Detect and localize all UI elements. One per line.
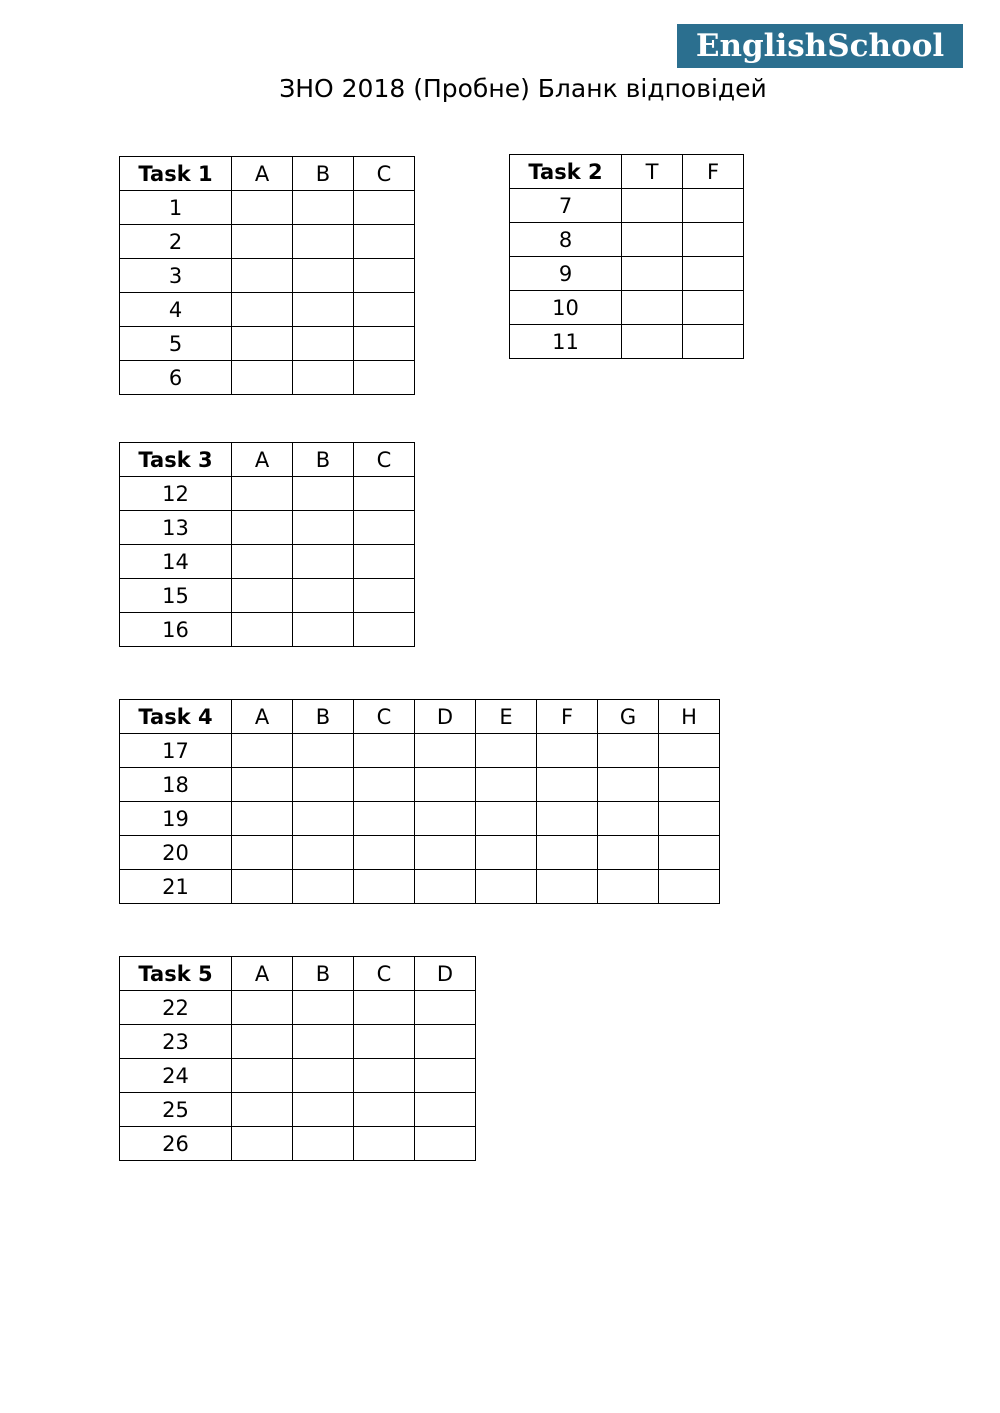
- answer-cell[interactable]: [537, 870, 598, 904]
- option-header: A: [232, 700, 293, 734]
- question-number: 24: [120, 1059, 232, 1093]
- answer-cell[interactable]: [598, 870, 659, 904]
- answer-cell[interactable]: [354, 991, 415, 1025]
- question-row: [120, 802, 720, 836]
- question-number: 26: [120, 1127, 232, 1161]
- question-row: [120, 768, 720, 802]
- task-5-table: [119, 956, 476, 1161]
- question-number: 5: [120, 327, 232, 361]
- answer-cell[interactable]: [598, 802, 659, 836]
- answer-cell[interactable]: [683, 257, 744, 291]
- question-row: [120, 991, 476, 1025]
- answer-cell[interactable]: [232, 1059, 293, 1093]
- question-number: 23: [120, 1025, 232, 1059]
- question-number: 1: [120, 191, 232, 225]
- option-header: D: [415, 957, 476, 991]
- answer-cell[interactable]: [622, 291, 683, 325]
- question-number: 11: [510, 325, 622, 359]
- answer-cell[interactable]: [622, 189, 683, 223]
- answer-cell[interactable]: [232, 327, 293, 361]
- answer-cell[interactable]: [415, 991, 476, 1025]
- answer-cell[interactable]: [293, 1127, 354, 1161]
- englishschool-logo: EnglishSchool: [677, 24, 963, 68]
- question-row: [120, 477, 415, 511]
- question-number: 17: [120, 734, 232, 768]
- answer-cell[interactable]: [354, 734, 415, 768]
- answer-cell[interactable]: [354, 613, 415, 647]
- answer-cell[interactable]: [415, 870, 476, 904]
- question-row: [120, 327, 415, 361]
- answer-cell[interactable]: [293, 191, 354, 225]
- question-row: [510, 325, 744, 359]
- option-header: A: [232, 157, 293, 191]
- answer-cell[interactable]: [293, 545, 354, 579]
- answer-cell[interactable]: [415, 1059, 476, 1093]
- question-number: 18: [120, 768, 232, 802]
- answer-cell[interactable]: [354, 225, 415, 259]
- answer-cell[interactable]: [354, 1059, 415, 1093]
- answer-cell[interactable]: [354, 836, 415, 870]
- answer-cell[interactable]: [232, 1093, 293, 1127]
- answer-cell[interactable]: [293, 613, 354, 647]
- question-row: [120, 191, 415, 225]
- answer-cell[interactable]: [232, 768, 293, 802]
- question-number: 22: [120, 991, 232, 1025]
- task-4-table: [119, 699, 720, 904]
- task-label: Task 5: [120, 957, 232, 991]
- question-number: 2: [120, 225, 232, 259]
- answer-cell[interactable]: [232, 545, 293, 579]
- answer-cell[interactable]: [476, 836, 537, 870]
- question-row: [510, 257, 744, 291]
- question-row: [120, 259, 415, 293]
- option-header: B: [293, 157, 354, 191]
- header-row: [120, 700, 720, 734]
- answer-cell[interactable]: [293, 836, 354, 870]
- answer-cell[interactable]: [354, 511, 415, 545]
- question-number: 9: [510, 257, 622, 291]
- answer-cell[interactable]: [659, 734, 720, 768]
- answer-cell[interactable]: [415, 836, 476, 870]
- answer-cell[interactable]: [232, 613, 293, 647]
- question-number: 16: [120, 613, 232, 647]
- answer-cell[interactable]: [293, 579, 354, 613]
- task-label: Task 3: [120, 443, 232, 477]
- answer-cell[interactable]: [354, 1025, 415, 1059]
- answer-cell[interactable]: [659, 836, 720, 870]
- answer-cell[interactable]: [232, 191, 293, 225]
- answer-cell[interactable]: [232, 225, 293, 259]
- question-number: 7: [510, 189, 622, 223]
- question-row: [120, 579, 415, 613]
- answer-cell[interactable]: [232, 991, 293, 1025]
- task-label: Task 2: [510, 155, 622, 189]
- option-header: F: [683, 155, 744, 189]
- question-number: 12: [120, 477, 232, 511]
- answer-cell[interactable]: [293, 1059, 354, 1093]
- answer-cell[interactable]: [354, 259, 415, 293]
- answer-cell[interactable]: [598, 734, 659, 768]
- answer-cell[interactable]: [476, 802, 537, 836]
- answer-cell[interactable]: [598, 836, 659, 870]
- question-row: [120, 361, 415, 395]
- answer-cell[interactable]: [232, 579, 293, 613]
- answer-cell[interactable]: [354, 768, 415, 802]
- answer-cell[interactable]: [622, 223, 683, 257]
- question-row: [120, 225, 415, 259]
- answer-cell[interactable]: [598, 768, 659, 802]
- option-header: A: [232, 957, 293, 991]
- answer-cell[interactable]: [293, 734, 354, 768]
- header-row: [120, 443, 415, 477]
- task-3-table: [119, 442, 415, 647]
- answer-cell[interactable]: [293, 477, 354, 511]
- answer-cell[interactable]: [415, 1025, 476, 1059]
- answer-cell[interactable]: [232, 293, 293, 327]
- question-number: 6: [120, 361, 232, 395]
- question-row: [120, 870, 720, 904]
- answer-cell[interactable]: [659, 768, 720, 802]
- option-header: C: [354, 443, 415, 477]
- answer-cell[interactable]: [232, 734, 293, 768]
- question-number: 8: [510, 223, 622, 257]
- question-number: 13: [120, 511, 232, 545]
- answer-cell[interactable]: [354, 1127, 415, 1161]
- question-row: [120, 1093, 476, 1127]
- answer-cell[interactable]: [415, 1093, 476, 1127]
- question-number: 14: [120, 545, 232, 579]
- answer-cell[interactable]: [293, 361, 354, 395]
- option-header: F: [537, 700, 598, 734]
- option-header: B: [293, 443, 354, 477]
- answer-cell[interactable]: [232, 870, 293, 904]
- question-number: 20: [120, 836, 232, 870]
- option-header: H: [659, 700, 720, 734]
- answer-cell[interactable]: [354, 802, 415, 836]
- answer-cell[interactable]: [415, 734, 476, 768]
- header-row: [120, 957, 476, 991]
- question-row: [120, 836, 720, 870]
- answer-cell[interactable]: [232, 511, 293, 545]
- answer-cell[interactable]: [683, 189, 744, 223]
- question-row: [120, 511, 415, 545]
- answer-cell[interactable]: [232, 1025, 293, 1059]
- question-row: [120, 613, 415, 647]
- answer-cell[interactable]: [293, 1093, 354, 1127]
- question-row: [120, 1025, 476, 1059]
- question-row: [510, 291, 744, 325]
- answer-cell[interactable]: [232, 259, 293, 293]
- question-number: 25: [120, 1093, 232, 1127]
- option-header: B: [293, 700, 354, 734]
- option-header: B: [293, 957, 354, 991]
- answer-cell[interactable]: [293, 511, 354, 545]
- option-header: A: [232, 443, 293, 477]
- answer-cell[interactable]: [415, 768, 476, 802]
- answer-cell[interactable]: [354, 327, 415, 361]
- question-number: 19: [120, 802, 232, 836]
- answer-cell[interactable]: [293, 802, 354, 836]
- answer-cell[interactable]: [354, 579, 415, 613]
- task-label: Task 4: [120, 700, 232, 734]
- option-header: G: [598, 700, 659, 734]
- answer-cell[interactable]: [659, 802, 720, 836]
- answer-cell[interactable]: [232, 1127, 293, 1161]
- answer-cell[interactable]: [354, 545, 415, 579]
- question-row: [120, 734, 720, 768]
- question-number: 21: [120, 870, 232, 904]
- question-number: 3: [120, 259, 232, 293]
- answer-cell[interactable]: [537, 836, 598, 870]
- answer-cell[interactable]: [232, 836, 293, 870]
- answer-cell[interactable]: [232, 477, 293, 511]
- answer-cell[interactable]: [232, 802, 293, 836]
- task-label: Task 1: [120, 157, 232, 191]
- answer-cell[interactable]: [293, 327, 354, 361]
- answer-cell[interactable]: [476, 870, 537, 904]
- answer-cell[interactable]: [354, 870, 415, 904]
- question-row: [120, 1059, 476, 1093]
- answer-cell[interactable]: [354, 361, 415, 395]
- answer-cell[interactable]: [415, 802, 476, 836]
- answer-cell[interactable]: [354, 477, 415, 511]
- option-header: D: [415, 700, 476, 734]
- answer-cell[interactable]: [354, 191, 415, 225]
- answer-cell[interactable]: [293, 1025, 354, 1059]
- answer-cell[interactable]: [415, 1127, 476, 1161]
- question-row: [510, 189, 744, 223]
- answer-cell[interactable]: [293, 768, 354, 802]
- question-number: 4: [120, 293, 232, 327]
- answer-cell[interactable]: [683, 291, 744, 325]
- question-row: [120, 1127, 476, 1161]
- answer-cell[interactable]: [537, 802, 598, 836]
- answer-cell[interactable]: [537, 768, 598, 802]
- answer-cell[interactable]: [293, 991, 354, 1025]
- header-row: [120, 157, 415, 191]
- answer-cell[interactable]: [683, 223, 744, 257]
- question-row: [120, 545, 415, 579]
- answer-cell[interactable]: [293, 293, 354, 327]
- task-1-table: [119, 156, 415, 395]
- answer-cell[interactable]: [622, 325, 683, 359]
- answer-cell[interactable]: [293, 870, 354, 904]
- option-header: C: [354, 957, 415, 991]
- answer-cell[interactable]: [232, 361, 293, 395]
- answer-cell[interactable]: [293, 225, 354, 259]
- option-header: T: [622, 155, 683, 189]
- option-header: C: [354, 700, 415, 734]
- answer-cell[interactable]: [476, 768, 537, 802]
- answer-cell[interactable]: [622, 257, 683, 291]
- header-row: [510, 155, 744, 189]
- option-header: E: [476, 700, 537, 734]
- answer-cell[interactable]: [537, 734, 598, 768]
- question-row: [510, 223, 744, 257]
- answer-cell[interactable]: [683, 325, 744, 359]
- task-2-table: [509, 154, 744, 359]
- option-header: C: [354, 157, 415, 191]
- page-title: ЗНО 2018 (Пробне) Бланк відповідей: [279, 74, 767, 103]
- answer-cell[interactable]: [293, 259, 354, 293]
- question-row: [120, 293, 415, 327]
- question-number: 15: [120, 579, 232, 613]
- answer-cell[interactable]: [476, 734, 537, 768]
- answer-cell[interactable]: [354, 1093, 415, 1127]
- answer-cell[interactable]: [354, 293, 415, 327]
- question-number: 10: [510, 291, 622, 325]
- answer-cell[interactable]: [659, 870, 720, 904]
